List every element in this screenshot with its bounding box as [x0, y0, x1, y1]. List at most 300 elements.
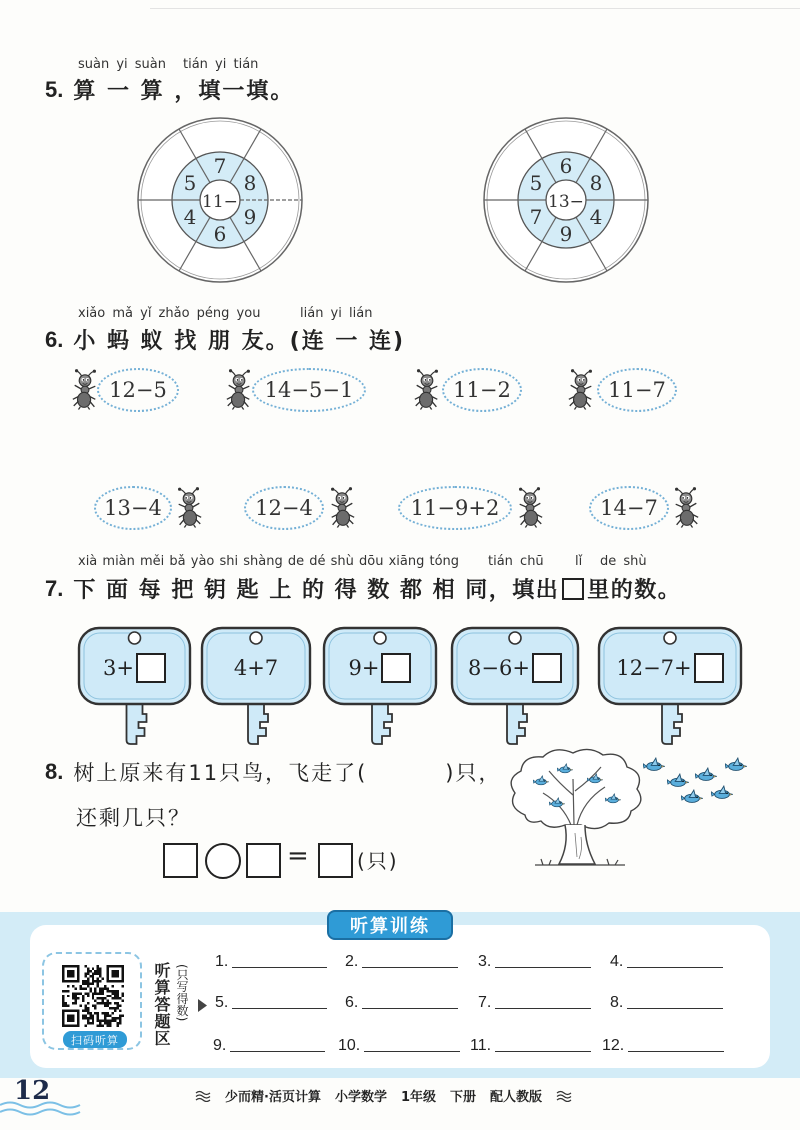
qr-module — [84, 992, 86, 994]
qr-module — [92, 1015, 94, 1017]
qr-module — [92, 1020, 94, 1022]
qr-module — [82, 1010, 84, 1012]
qr-module — [92, 1017, 94, 1019]
equation-answer-box[interactable] — [318, 843, 353, 878]
section7-title-after: 里的数。 — [587, 578, 682, 603]
ant-icon — [412, 368, 442, 410]
qr-module — [87, 967, 89, 969]
qr-module — [89, 990, 91, 992]
qr-module — [82, 1015, 84, 1017]
answer-item[interactable] — [215, 953, 327, 971]
qr-module — [99, 967, 101, 969]
answer-item[interactable] — [345, 994, 458, 1012]
qr-module — [74, 992, 76, 994]
answer-item[interactable] — [478, 994, 591, 1012]
qr-module — [99, 980, 101, 982]
qr-module — [102, 1000, 104, 1002]
qr-module — [79, 987, 81, 989]
qr-module — [104, 1020, 106, 1022]
tree-icon — [505, 745, 750, 870]
qr-module — [104, 1012, 106, 1014]
wave-icon — [556, 1090, 572, 1102]
qr-module — [117, 997, 119, 999]
wave-icon — [195, 1090, 211, 1102]
qr-finder — [112, 970, 119, 977]
footer — [195, 1086, 572, 1105]
expression-oval[interactable]: 11−2 — [442, 368, 522, 412]
qr-module — [62, 990, 64, 992]
qr-module — [89, 1017, 91, 1019]
footer-series: 少而精·活页计算 — [225, 1090, 321, 1105]
qr-module — [117, 992, 119, 994]
qr-module — [104, 1022, 106, 1024]
qr-module — [84, 1007, 86, 1009]
qr-module — [114, 1020, 116, 1022]
qr-module — [114, 990, 116, 992]
qr-module — [64, 1002, 66, 1004]
qr-module — [104, 1015, 106, 1017]
answer-box[interactable] — [532, 653, 562, 683]
qr-module — [117, 1005, 119, 1007]
section5-pinyin-b: tián yi tián — [183, 57, 259, 72]
answer-item-number: 9. — [213, 1037, 227, 1054]
qr-module — [72, 1002, 74, 1004]
qr-module — [87, 1020, 89, 1022]
qr-finder — [67, 970, 74, 977]
qr-module — [92, 975, 94, 977]
qr-module — [122, 1015, 124, 1017]
qr-code[interactable] — [62, 965, 124, 1027]
qr-module — [87, 982, 89, 984]
qr-module — [122, 992, 124, 994]
equation-unit: (只) — [357, 849, 399, 873]
qr-module — [117, 1022, 119, 1024]
qr-module — [112, 1007, 114, 1009]
qr-module — [87, 1017, 89, 1019]
ant-icon — [515, 486, 545, 528]
qr-module — [67, 990, 69, 992]
qr-module — [99, 1002, 101, 1004]
expression-oval[interactable]: 13−4 — [94, 486, 172, 530]
qr-module — [82, 982, 84, 984]
equation-box-1[interactable] — [163, 843, 198, 878]
answer-line[interactable] — [364, 1050, 460, 1052]
answer-item-number: 1. — [215, 953, 229, 970]
key-expression-text: 4+7 — [233, 656, 279, 680]
arrow-right-icon — [197, 998, 208, 1013]
answer-item[interactable] — [610, 953, 723, 971]
qr-module — [109, 1015, 111, 1017]
qr-module — [119, 997, 121, 999]
section8-question-line1 — [45, 757, 501, 787]
qr-module — [119, 1005, 121, 1007]
blank-box-icon — [562, 578, 584, 600]
qr-module — [107, 1015, 109, 1017]
wheel-number: 6 — [559, 154, 573, 178]
qr-module — [84, 1005, 86, 1007]
wheel-number: 8 — [589, 171, 603, 195]
page-number: 12 — [14, 1076, 51, 1106]
fill-in-blank[interactable] — [367, 760, 445, 784]
wheel-number: 5 — [529, 171, 543, 195]
wheel-number: 4 — [589, 205, 603, 229]
qr-module — [114, 992, 116, 994]
qr-module — [62, 997, 64, 999]
qr-module — [97, 992, 99, 994]
key-expression-text: 12−7+ — [616, 656, 692, 680]
qr-module — [92, 1005, 94, 1007]
qr-module — [87, 980, 89, 982]
answer-line[interactable] — [628, 1050, 724, 1052]
qr-module — [87, 1010, 89, 1012]
qr-module — [109, 1002, 111, 1004]
section7-pinyin-b: tián chū — [488, 554, 544, 569]
expression-oval[interactable]: 12−4 — [244, 486, 324, 530]
qr-module — [114, 1010, 116, 1012]
qr-module — [94, 992, 96, 994]
qr-module — [112, 990, 114, 992]
key-expression — [200, 632, 312, 704]
answer-item[interactable] — [470, 1037, 591, 1055]
answer-line[interactable] — [362, 1007, 458, 1009]
qr-module — [109, 1020, 111, 1022]
tree-trunk — [559, 825, 595, 864]
qr-module — [92, 967, 94, 969]
qr-module — [99, 975, 101, 977]
qr-module — [117, 1017, 119, 1019]
qr-module — [112, 997, 114, 999]
qr-module — [92, 977, 94, 979]
answer-line[interactable] — [232, 966, 327, 968]
wheel-number: 9 — [243, 205, 257, 229]
qr-module — [104, 1005, 106, 1007]
qr-module — [119, 1022, 121, 1024]
qr-module — [84, 972, 86, 974]
qr-module — [87, 995, 89, 997]
qr-module — [114, 1007, 116, 1009]
qr-module — [92, 995, 94, 997]
qr-module — [102, 997, 104, 999]
section5-number: 5. — [45, 76, 64, 102]
expression-oval[interactable]: 14−7 — [589, 486, 669, 530]
qr-module — [87, 977, 89, 979]
qr-module — [92, 980, 94, 982]
qr-module — [122, 995, 124, 997]
section8-text-b: )只， — [445, 761, 502, 785]
qr-module — [92, 982, 94, 984]
expression-oval[interactable]: 11−7 — [597, 368, 677, 412]
section7-pinyin-a: xià miàn měi bǎ yào shi shàng de dé shù dōu xiāng tóng — [78, 554, 460, 569]
qr-module — [97, 1020, 99, 1022]
qr-module — [97, 970, 99, 972]
section7-title-before: 下 面 每 把 钥 匙 上 的 得 数 都 相 同，填出 — [73, 578, 560, 603]
answer-box[interactable] — [694, 653, 724, 683]
answer-item-number: 5. — [215, 994, 229, 1011]
section7-pinyin-d: de shù — [600, 554, 647, 569]
qr-module — [99, 992, 101, 994]
qr-module — [62, 1005, 64, 1007]
ant-icon — [224, 368, 254, 410]
answer-line[interactable] — [232, 1007, 327, 1009]
answer-line[interactable] — [362, 966, 458, 968]
qr-module — [102, 987, 104, 989]
qr-module — [92, 972, 94, 974]
answer-item[interactable] — [215, 994, 327, 1012]
qr-module — [117, 1007, 119, 1009]
qr-module — [94, 1007, 96, 1009]
qr-module — [89, 982, 91, 984]
key-expression — [450, 632, 580, 704]
qr-module — [99, 1022, 101, 1024]
qr-module — [99, 987, 101, 989]
answer-item[interactable] — [602, 1037, 724, 1055]
qr-module — [102, 1012, 104, 1014]
qr-module — [117, 1002, 119, 1004]
qr-module — [97, 985, 99, 987]
tree-canopy — [511, 749, 641, 828]
qr-module — [84, 1010, 86, 1012]
qr-module — [89, 1022, 91, 1024]
answer-line[interactable] — [495, 1007, 591, 1009]
answer-item-number: 7. — [478, 994, 492, 1011]
qr-module — [62, 995, 64, 997]
qr-module — [104, 987, 106, 989]
qr-module — [109, 995, 111, 997]
qr-module — [77, 997, 79, 999]
qr-module — [119, 1010, 121, 1012]
qr-module — [82, 997, 84, 999]
qr-module — [87, 972, 89, 974]
answer-item[interactable] — [478, 953, 591, 971]
equals-sign: = — [287, 841, 309, 871]
qr-module — [94, 972, 96, 974]
qr-module — [97, 1002, 99, 1004]
answer-item-number: 2. — [345, 953, 359, 970]
qr-module — [107, 1000, 109, 1002]
wheel-number: 8 — [243, 171, 257, 195]
key-expression — [322, 632, 438, 704]
wheel-center-label: 11− — [202, 192, 238, 212]
qr-module — [84, 965, 86, 967]
equation-operator-circle[interactable] — [205, 843, 241, 879]
page-top-edge — [150, 8, 800, 9]
answer-item-number: 11. — [470, 1037, 492, 1054]
qr-module — [109, 990, 111, 992]
key-expression-text: 3+ — [103, 656, 134, 680]
footer-grade: 1年级 — [400, 1090, 437, 1105]
qr-module — [102, 977, 104, 979]
qr-module — [89, 987, 91, 989]
qr-module — [109, 1007, 111, 1009]
wheel-number: 6 — [213, 222, 227, 246]
qr-module — [99, 970, 101, 972]
qr-module — [97, 965, 99, 967]
bird-icon — [711, 786, 733, 798]
wheel-number: 4 — [183, 205, 197, 229]
section7-pinyin-c: lǐ — [575, 554, 583, 569]
qr-module — [82, 1000, 84, 1002]
qr-module — [67, 985, 69, 987]
qr-module — [112, 985, 114, 987]
qr-module — [97, 972, 99, 974]
qr-module — [99, 990, 101, 992]
key-expression-text: 9+ — [348, 656, 380, 680]
qr-module — [82, 980, 84, 982]
wheel-number: 5 — [183, 171, 197, 195]
qr-module — [97, 1012, 99, 1014]
qr-module — [97, 1025, 99, 1027]
qr-module — [87, 985, 89, 987]
bird-icon — [681, 790, 703, 802]
footer-subject: 小学数学 — [334, 1090, 387, 1105]
qr-module — [114, 1017, 116, 1019]
key-expression-text: 8−6+ — [468, 656, 530, 680]
qr-module — [79, 1005, 81, 1007]
qr-module — [67, 1005, 69, 1007]
qr-module — [112, 992, 114, 994]
bird-icon — [667, 774, 689, 786]
qr-module — [119, 1015, 121, 1017]
qr-module — [62, 1002, 64, 1004]
qr-module — [112, 1012, 114, 1014]
qr-module — [89, 1012, 91, 1014]
qr-module — [109, 1025, 111, 1027]
qr-module — [72, 992, 74, 994]
ant-icon — [327, 486, 357, 528]
qr-scan-label[interactable]: 扫码听算 — [63, 1031, 127, 1048]
qr-module — [64, 990, 66, 992]
qr-module — [84, 1025, 86, 1027]
qr-module — [64, 1005, 66, 1007]
qr-module — [82, 1017, 84, 1019]
wheel-number: 7 — [213, 154, 227, 178]
qr-module — [97, 1015, 99, 1017]
answer-line[interactable] — [495, 1050, 591, 1052]
qr-module — [74, 997, 76, 999]
qr-module — [102, 992, 104, 994]
qr-module — [84, 1017, 86, 1019]
footer-edition: 配人教版 — [490, 1090, 543, 1105]
equation-box-2[interactable] — [246, 843, 281, 878]
section6-title: 小 蚂 蚁 找 朋 友。(连 一 连) — [73, 329, 406, 354]
section5-title: 算 一 算 ，填一填。 — [73, 79, 295, 104]
answer-line[interactable] — [230, 1050, 325, 1052]
qr-module — [92, 992, 94, 994]
qr-module — [77, 992, 79, 994]
answer-box[interactable] — [381, 653, 411, 683]
qr-module — [102, 1025, 104, 1027]
answer-line[interactable] — [495, 966, 591, 968]
qr-module — [99, 997, 101, 999]
section8-text-a: 树上原来有11只鸟，飞走了( — [73, 761, 368, 785]
section7-heading — [45, 573, 681, 604]
qr-module — [122, 985, 124, 987]
qr-module — [79, 992, 81, 994]
qr-module — [84, 987, 86, 989]
ant-icon — [671, 486, 701, 528]
qr-module — [72, 995, 74, 997]
qr-module — [84, 975, 86, 977]
qr-module — [114, 1002, 116, 1004]
qr-module — [104, 1017, 106, 1019]
qr-module — [94, 970, 96, 972]
qr-module — [74, 1000, 76, 1002]
answer-area-label: 听算答题区 — [152, 962, 171, 1047]
qr-module — [114, 995, 116, 997]
qr-module — [89, 970, 91, 972]
qr-module — [87, 970, 89, 972]
qr-module — [92, 997, 94, 999]
qr-module — [104, 985, 106, 987]
section6-pinyin-b: lián yi lián — [300, 306, 373, 321]
qr-module — [94, 987, 96, 989]
bird-icon — [695, 768, 717, 780]
qr-module — [74, 987, 76, 989]
qr-module — [94, 980, 96, 982]
qr-module — [94, 1012, 96, 1014]
qr-module — [99, 1020, 101, 1022]
section6-number: 6. — [45, 326, 64, 352]
qr-module — [89, 975, 91, 977]
section6-heading — [45, 324, 405, 355]
wheel-center-label: 13− — [548, 192, 584, 212]
qr-module — [107, 1012, 109, 1014]
number-wheel-left — [136, 116, 304, 284]
qr-module — [107, 1020, 109, 1022]
qr-module — [89, 1015, 91, 1017]
ant-icon — [566, 368, 596, 410]
qr-module — [99, 1025, 101, 1027]
qr-module — [94, 990, 96, 992]
qr-module — [82, 987, 84, 989]
qr-module — [72, 985, 74, 987]
answer-item-number: 4. — [610, 953, 624, 970]
qr-module — [112, 1017, 114, 1019]
ant-icon — [174, 486, 204, 528]
qr-module — [119, 1017, 121, 1019]
answer-item[interactable] — [213, 1037, 325, 1055]
qr-module — [99, 972, 101, 974]
section8-question-line2: 还剩几只？ — [76, 806, 191, 830]
qr-module — [97, 977, 99, 979]
expression-oval[interactable]: 14−5−1 — [252, 368, 366, 412]
answer-item[interactable] — [610, 994, 723, 1012]
answer-item-number: 8. — [610, 994, 624, 1011]
qr-module — [107, 1022, 109, 1024]
qr-module — [102, 1020, 104, 1022]
answer-line[interactable] — [627, 966, 723, 968]
bird-icon — [725, 758, 747, 770]
expression-oval[interactable]: 12−5 — [97, 368, 179, 412]
answer-line[interactable] — [627, 1007, 723, 1009]
section6-pinyin-a: xiǎo mǎ yǐ zhǎo péng you — [78, 306, 261, 321]
answer-item[interactable] — [338, 1037, 460, 1055]
section8-number: 8. — [45, 759, 64, 784]
qr-module — [87, 1002, 89, 1004]
expression-oval[interactable]: 11−9+2 — [398, 486, 512, 530]
qr-module — [107, 987, 109, 989]
qr-module — [117, 1025, 119, 1027]
qr-module — [79, 985, 81, 987]
qr-module — [94, 1005, 96, 1007]
qr-module — [102, 1002, 104, 1004]
qr-module — [119, 1020, 121, 1022]
qr-module — [87, 1022, 89, 1024]
qr-module — [84, 1015, 86, 1017]
qr-module — [97, 1017, 99, 1019]
answer-box[interactable] — [136, 653, 166, 683]
answer-item[interactable] — [345, 953, 458, 971]
